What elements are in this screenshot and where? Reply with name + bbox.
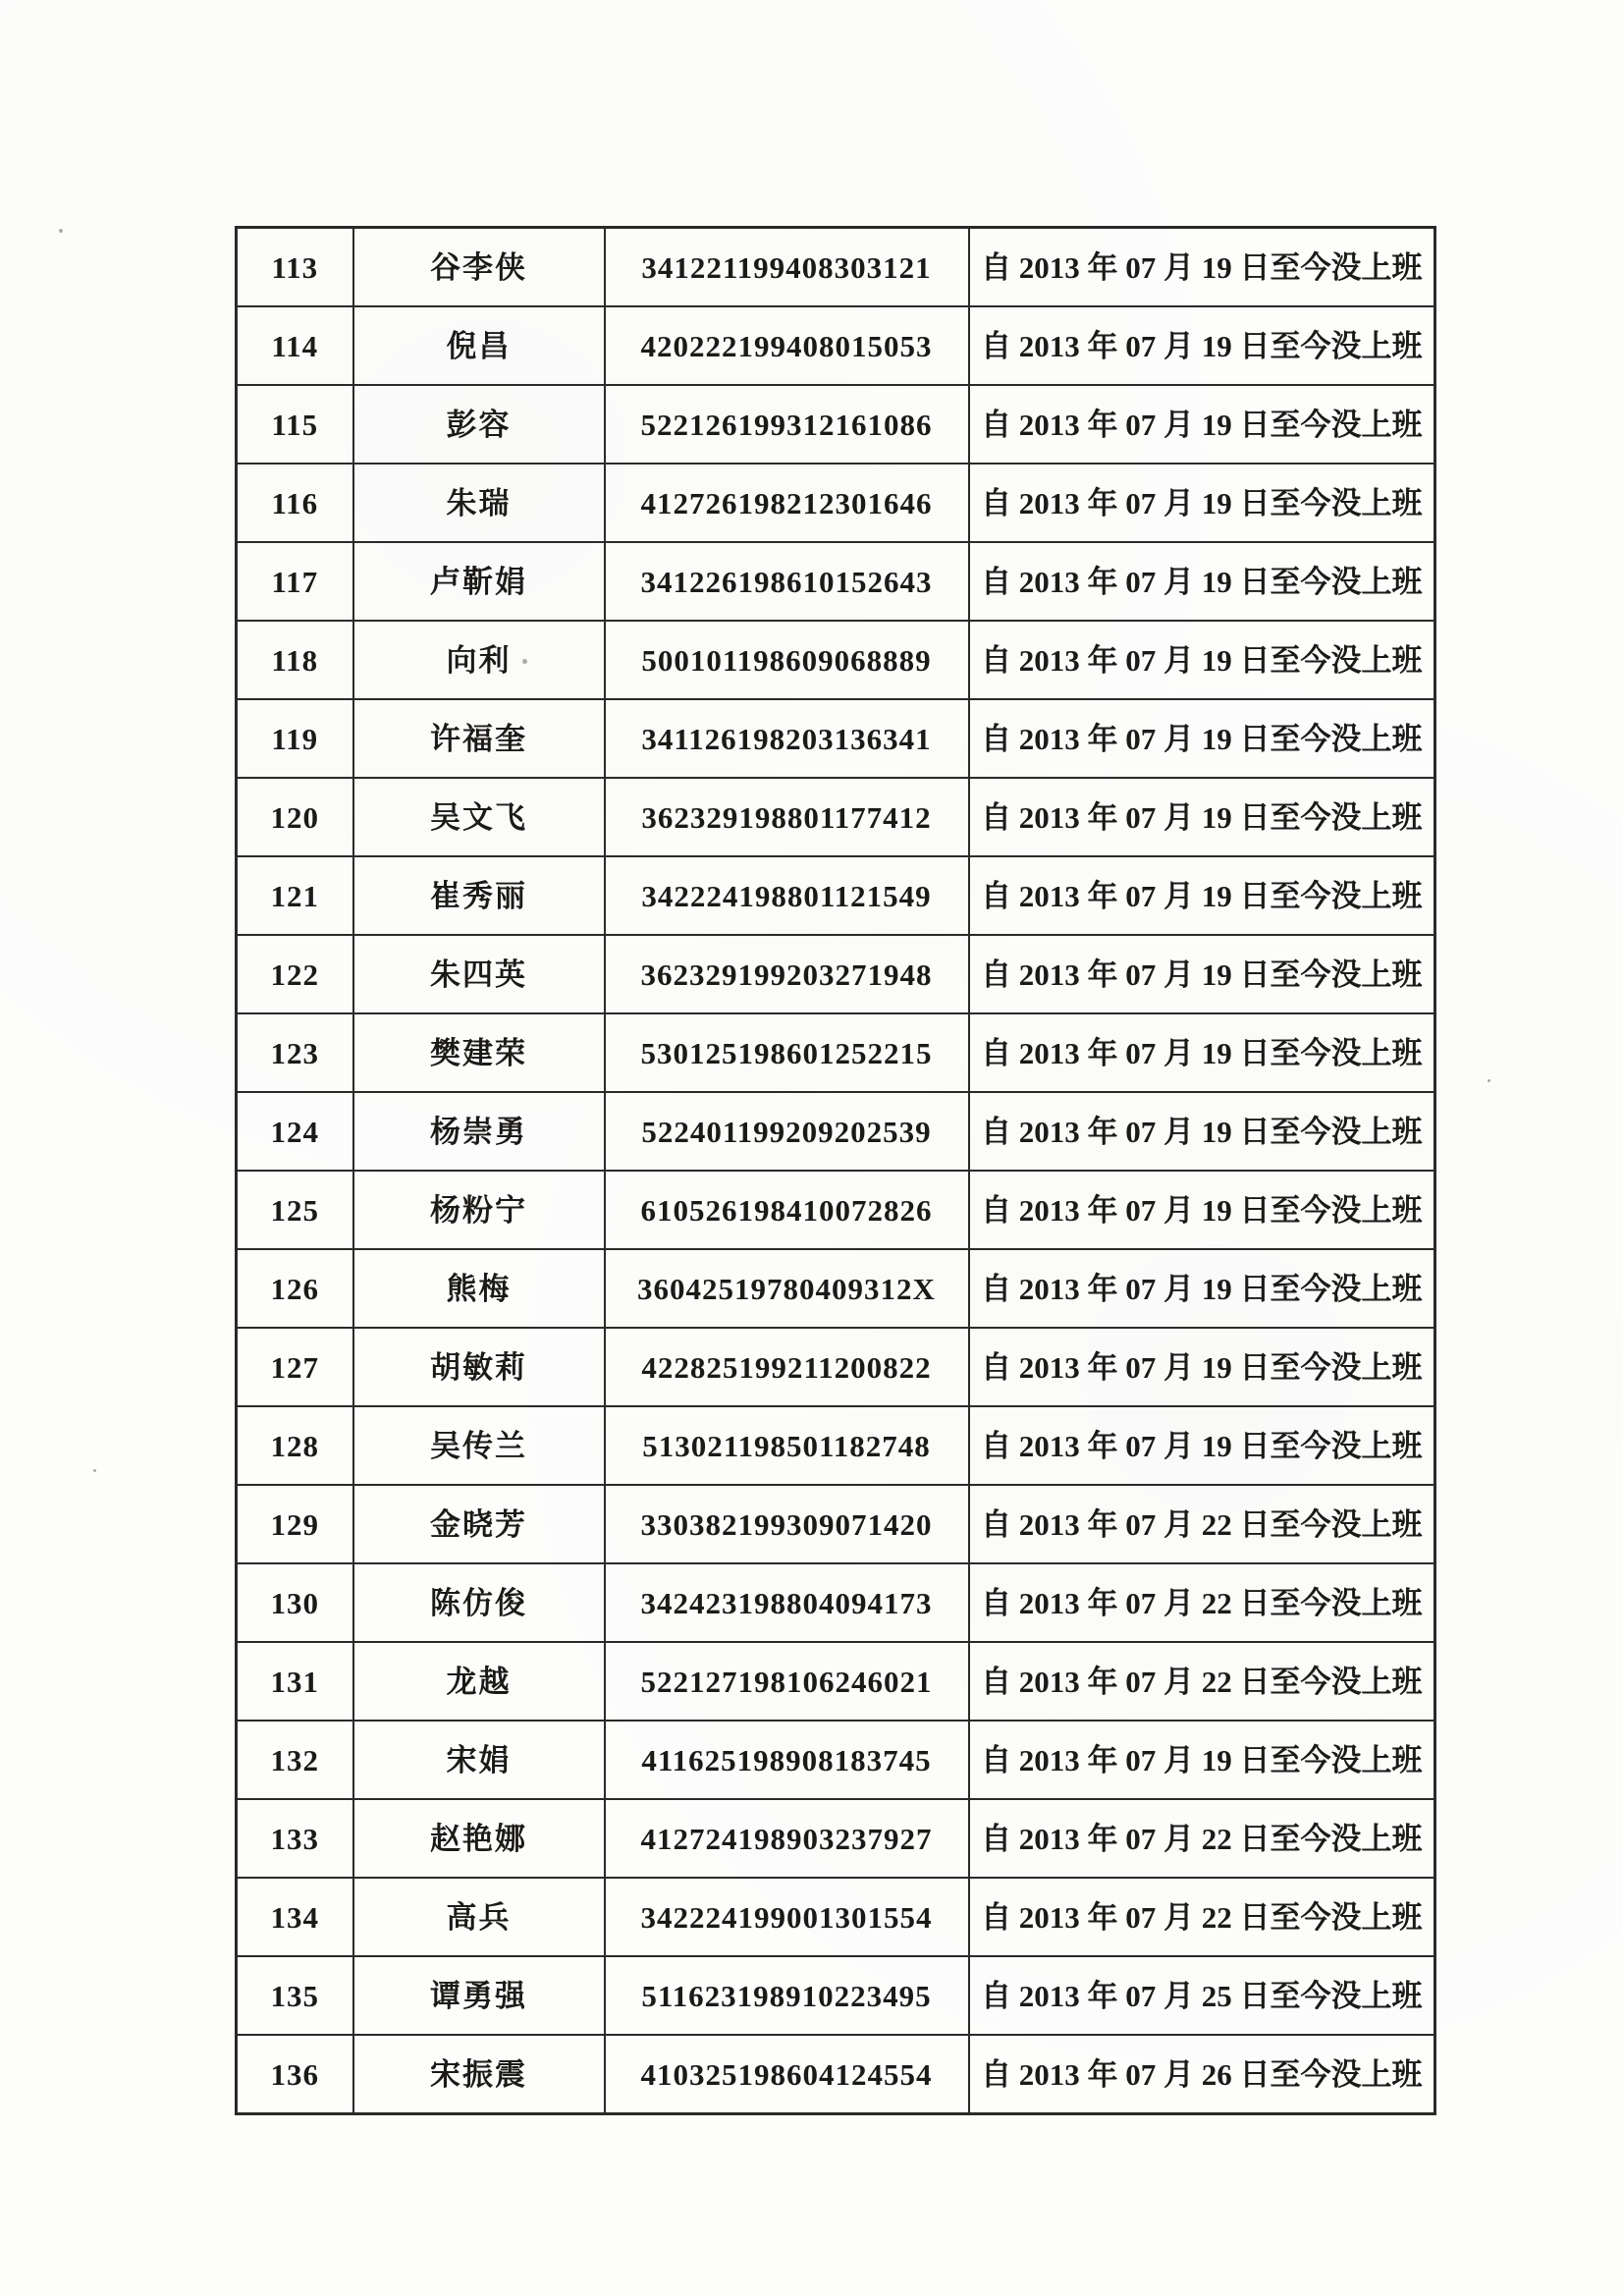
table-row xyxy=(237,1171,1435,1249)
id-number-cell: 362329198801177412 xyxy=(605,778,969,856)
table-row xyxy=(237,699,1435,778)
name-cell: 龙越 xyxy=(353,1642,605,1721)
row-number-cell: 127 xyxy=(237,1328,353,1406)
status-cell: 自 2013 年 07 月 19 日至今没上班 xyxy=(969,1171,1435,1249)
row-number-cell: 113 xyxy=(237,228,353,307)
row-number-cell: 130 xyxy=(237,1563,353,1642)
row-number-cell: 120 xyxy=(237,778,353,856)
id-number-cell: 341226198610152643 xyxy=(605,542,969,621)
id-number-cell: 522127198106246021 xyxy=(605,1642,969,1721)
scan-speck xyxy=(1488,1079,1490,1082)
id-number-cell: 342224198801121549 xyxy=(605,856,969,935)
name-cell: 吴传兰 xyxy=(353,1406,605,1485)
id-number-cell: 420222199408015053 xyxy=(605,306,969,385)
row-number-cell: 128 xyxy=(237,1406,353,1485)
table-row xyxy=(237,935,1435,1013)
id-number-cell: 422825199211200822 xyxy=(605,1328,969,1406)
id-number-cell: 411625198908183745 xyxy=(605,1721,969,1799)
name-cell: 宋振震 xyxy=(353,2035,605,2114)
row-number-cell: 136 xyxy=(237,2035,353,2114)
id-number-cell: 513021198501182748 xyxy=(605,1406,969,1485)
table-row xyxy=(237,1328,1435,1406)
name-cell: 樊建荣 xyxy=(353,1013,605,1092)
status-cell: 自 2013 年 07 月 19 日至今没上班 xyxy=(969,935,1435,1013)
id-number-cell: 342423198804094173 xyxy=(605,1563,969,1642)
name-cell: 宋娟 xyxy=(353,1721,605,1799)
table-row xyxy=(237,542,1435,621)
row-number-cell: 121 xyxy=(237,856,353,935)
name-cell: 胡敏莉 xyxy=(353,1328,605,1406)
table-row xyxy=(237,1406,1435,1485)
id-number-cell: 410325198604124554 xyxy=(605,2035,969,2114)
status-cell: 自 2013 年 07 月 19 日至今没上班 xyxy=(969,228,1435,307)
status-cell: 自 2013 年 07 月 19 日至今没上班 xyxy=(969,306,1435,385)
status-cell: 自 2013 年 07 月 22 日至今没上班 xyxy=(969,1642,1435,1721)
name-cell: 倪昌 xyxy=(353,306,605,385)
table-row xyxy=(237,1485,1435,1563)
row-number-cell: 114 xyxy=(237,306,353,385)
row-number-cell: 116 xyxy=(237,464,353,542)
id-number-cell: 412726198212301646 xyxy=(605,464,969,542)
row-number-cell: 115 xyxy=(237,385,353,464)
scan-speck xyxy=(93,1469,96,1472)
table-row xyxy=(237,2035,1435,2114)
row-number-cell: 133 xyxy=(237,1799,353,1878)
name-cell: 杨粉宁 xyxy=(353,1171,605,1249)
name-cell: 杨崇勇 xyxy=(353,1092,605,1171)
status-cell: 自 2013 年 07 月 22 日至今没上班 xyxy=(969,1878,1435,1956)
table-row xyxy=(237,778,1435,856)
id-number-cell: 500101198609068889 xyxy=(605,621,969,699)
table-row xyxy=(237,1799,1435,1878)
id-number-cell: 341126198203136341 xyxy=(605,699,969,778)
scan-speck xyxy=(59,229,63,233)
name-cell: 高兵 xyxy=(353,1878,605,1956)
table-row xyxy=(237,228,1435,307)
table-row xyxy=(237,306,1435,385)
row-number-cell: 124 xyxy=(237,1092,353,1171)
name-cell: 朱瑞 xyxy=(353,464,605,542)
row-number-cell: 122 xyxy=(237,935,353,1013)
attendance-table-body xyxy=(237,228,1435,2114)
table-row xyxy=(237,1721,1435,1799)
table-row xyxy=(237,464,1435,542)
table-row xyxy=(237,856,1435,935)
id-number-cell: 522126199312161086 xyxy=(605,385,969,464)
id-number-cell: 330382199309071420 xyxy=(605,1485,969,1563)
name-cell: 谭勇强 xyxy=(353,1956,605,2035)
name-cell: 熊梅 xyxy=(353,1249,605,1328)
name-cell: 陈仿俊 xyxy=(353,1563,605,1642)
table-row xyxy=(237,1878,1435,1956)
table-row xyxy=(237,1249,1435,1328)
row-number-cell: 131 xyxy=(237,1642,353,1721)
id-number-cell: 511623198910223495 xyxy=(605,1956,969,2035)
id-number-cell: 342224199001301554 xyxy=(605,1878,969,1956)
name-cell: 向利 xyxy=(353,621,605,699)
row-number-cell: 118 xyxy=(237,621,353,699)
table-row xyxy=(237,1013,1435,1092)
status-cell: 自 2013 年 07 月 19 日至今没上班 xyxy=(969,1721,1435,1799)
row-number-cell: 123 xyxy=(237,1013,353,1092)
row-number-cell: 126 xyxy=(237,1249,353,1328)
status-cell: 自 2013 年 07 月 19 日至今没上班 xyxy=(969,856,1435,935)
table-row xyxy=(237,1956,1435,2035)
status-cell: 自 2013 年 07 月 22 日至今没上班 xyxy=(969,1799,1435,1878)
table-row xyxy=(237,385,1435,464)
row-number-cell: 119 xyxy=(237,699,353,778)
status-cell: 自 2013 年 07 月 19 日至今没上班 xyxy=(969,1092,1435,1171)
status-cell: 自 2013 年 07 月 19 日至今没上班 xyxy=(969,385,1435,464)
name-cell: 卢靳娟 xyxy=(353,542,605,621)
row-number-cell: 132 xyxy=(237,1721,353,1799)
row-number-cell: 135 xyxy=(237,1956,353,2035)
status-cell: 自 2013 年 07 月 19 日至今没上班 xyxy=(969,1013,1435,1092)
attendance-table xyxy=(235,226,1436,2115)
status-cell: 自 2013 年 07 月 25 日至今没上班 xyxy=(969,1956,1435,2035)
row-number-cell: 117 xyxy=(237,542,353,621)
status-cell: 自 2013 年 07 月 22 日至今没上班 xyxy=(969,1563,1435,1642)
status-cell: 自 2013 年 07 月 22 日至今没上班 xyxy=(969,1485,1435,1563)
name-cell: 赵艳娜 xyxy=(353,1799,605,1878)
status-cell: 自 2013 年 07 月 19 日至今没上班 xyxy=(969,1249,1435,1328)
status-cell: 自 2013 年 07 月 19 日至今没上班 xyxy=(969,621,1435,699)
name-cell: 谷李侠 xyxy=(353,228,605,307)
status-cell: 自 2013 年 07 月 26 日至今没上班 xyxy=(969,2035,1435,2114)
table-row xyxy=(237,1563,1435,1642)
id-number-cell: 522401199209202539 xyxy=(605,1092,969,1171)
id-number-cell: 341221199408303121 xyxy=(605,228,969,307)
status-cell: 自 2013 年 07 月 19 日至今没上班 xyxy=(969,1328,1435,1406)
name-cell: 许福奎 xyxy=(353,699,605,778)
name-cell: 崔秀丽 xyxy=(353,856,605,935)
status-cell: 自 2013 年 07 月 19 日至今没上班 xyxy=(969,699,1435,778)
table-row xyxy=(237,621,1435,699)
id-number-cell: 412724198903237927 xyxy=(605,1799,969,1878)
status-cell: 自 2013 年 07 月 19 日至今没上班 xyxy=(969,1406,1435,1485)
row-number-cell: 125 xyxy=(237,1171,353,1249)
name-cell: 金晓芳 xyxy=(353,1485,605,1563)
table-row xyxy=(237,1642,1435,1721)
status-cell: 自 2013 年 07 月 19 日至今没上班 xyxy=(969,542,1435,621)
name-cell: 彭容 xyxy=(353,385,605,464)
status-cell: 自 2013 年 07 月 19 日至今没上班 xyxy=(969,464,1435,542)
row-number-cell: 129 xyxy=(237,1485,353,1563)
row-number-cell: 134 xyxy=(237,1878,353,1956)
table-row xyxy=(237,1092,1435,1171)
name-cell: 吴文飞 xyxy=(353,778,605,856)
name-cell: 朱四英 xyxy=(353,935,605,1013)
status-cell: 自 2013 年 07 月 19 日至今没上班 xyxy=(969,778,1435,856)
id-number-cell: 610526198410072826 xyxy=(605,1171,969,1249)
id-number-cell: 36042519780409312X xyxy=(605,1249,969,1328)
id-number-cell: 362329199203271948 xyxy=(605,935,969,1013)
id-number-cell: 530125198601252215 xyxy=(605,1013,969,1092)
